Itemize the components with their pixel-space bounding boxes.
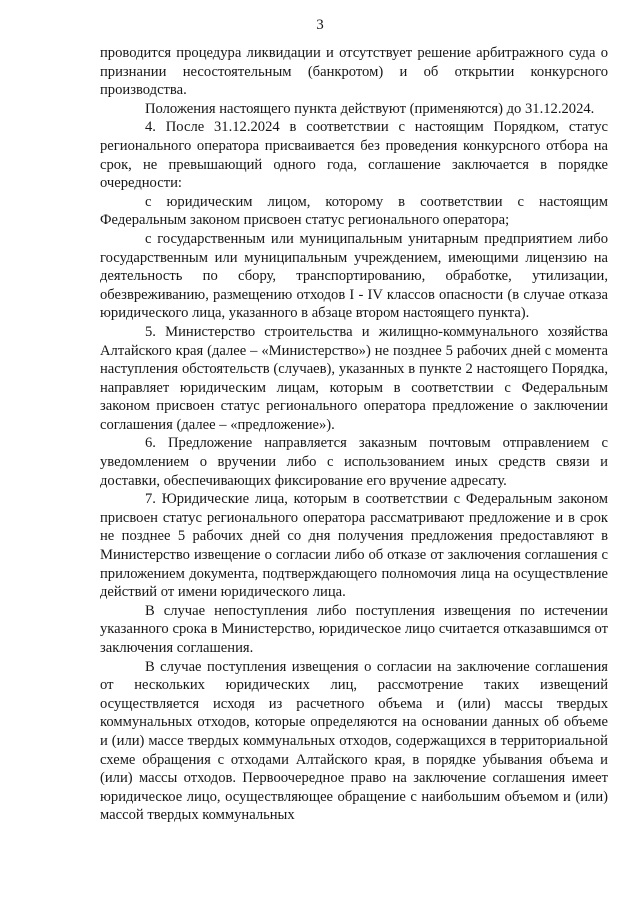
page-number: 3 — [316, 17, 324, 33]
paragraph: В случае непоступления либо поступления извещения по истечении указанного срока в Министерство, юридическое лицо считается отказавшимся от заключения соглашения. — [100, 602, 608, 656]
paragraph: с юридическим лицом, которому в соответствии с настоящим Федеральным законом присвоен статус регионального оператора; — [100, 193, 608, 229]
document-body — [100, 44, 608, 825]
paragraph: 5. Министерство строительства и жилищно-коммунального хозяйства Алтайского края (далее – «Министерство») не позднее 5 рабочих дней с момента наступления обстоятельств (случаев), указанных в пункте 2 настоящего Порядка, направляет юридическим лицам, которым в соответствии с Федеральным законом присвоен статус регионального оператора предложение о заключении соглашения (далее – «предложение»). — [100, 323, 608, 433]
paragraph: 4. После 31.12.2024 в соответствии с настоящим Порядком, статус регионального оператора присваивается без проведения конкурсного отбора на срок, не превышающий одного года, соглашение заключается в порядке очередности: — [100, 119, 608, 192]
paragraph: Положения настоящего пункта действуют (применяются) до 31.12.2024. — [145, 100, 595, 117]
paragraph: В случае поступления извещения о согласии на заключение соглашения от нескольких юридических лиц, рассмотрение таких извещений осуществляется исходя из расчетного объема и (или) массы твердых коммунальных отходов, которые определяются на основании данных об объеме и (или) массе твердых коммунальных отходов, содержащихся в территориальной схеме обращения с отходами Алтайского края, в порядке убывания объема и (или) массы отходов. Первоочередное право на заключение соглашения имеет юридическое лицо, осуществляющее обращение с наибольшим объемом и (или) массой твердых коммунальных — [100, 658, 608, 824]
paragraph: с государственным или муниципальным унитарным предприятием либо государственным или муниципальным учреждением, имеющими лицензию на деятельность по сбору, транспортированию, обработке, утилизации, обезвреживанию, размещению отходов I - IV классов опасности (в случае отказа юридического лица, указанного в абзаце втором настоящего пункта). — [100, 230, 608, 322]
paragraph: проводится процедура ликвидации и отсутствует решение арбитражного суда о признании несостоятельным (банкротом) и об открытии конкурсного производства. — [100, 45, 608, 99]
paragraph: 7. Юридические лица, которым в соответствии с Федеральным законом присвоен статус регионального оператора рассматривают предложение и в срок не позднее 5 рабочих дней со дня получения предложения предоставляют в Министерство извещение о согласии либо об отказе от заключения соглашения с приложением документа, подтверждающего полномочия лица на осуществление действий от имени юридического лица. — [100, 491, 608, 601]
paragraph: 6. Предложение направляется заказным почтовым отправлением с уведомлением о вручении либо с использованием иных средств связи и доставки, обеспечивающих фиксирование его вручение адресату. — [100, 435, 608, 489]
